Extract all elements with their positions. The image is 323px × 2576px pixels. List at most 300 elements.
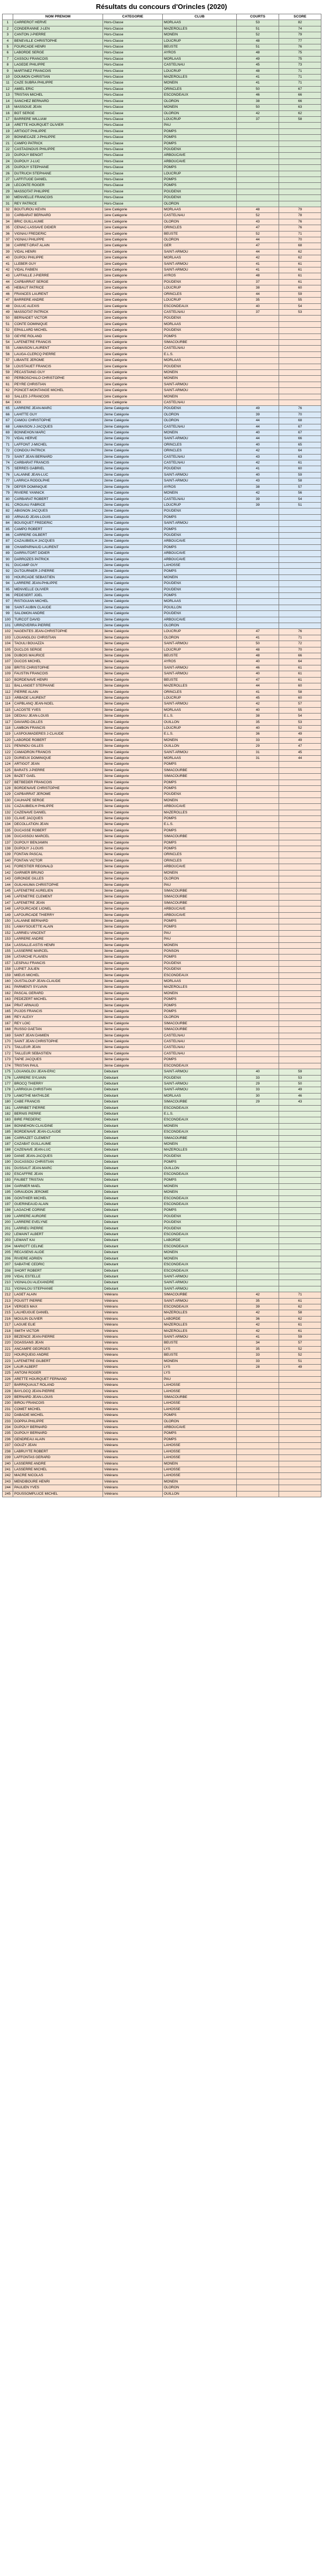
rank-cell: 71 bbox=[3, 442, 13, 448]
table-row bbox=[3, 1346, 321, 1352]
table-row bbox=[3, 569, 321, 574]
category-cell: 2ème Catégorie bbox=[103, 514, 163, 520]
category-cell: 1ère Catégorie bbox=[103, 400, 163, 406]
rank-cell: 100 bbox=[3, 617, 13, 623]
rank-cell: 54 bbox=[3, 339, 13, 345]
name-cell: CHAMPARNAUD LAURENT bbox=[13, 544, 103, 550]
rank-cell: 242 bbox=[3, 1473, 13, 1479]
rank-cell: 209 bbox=[3, 1274, 13, 1280]
score-cell: 75 bbox=[279, 56, 321, 62]
category-cell: Hors-Classe bbox=[103, 116, 163, 122]
name-cell: CARRERE GILBERT bbox=[13, 532, 103, 538]
club-cell: SAINT-ARMOU bbox=[163, 1087, 237, 1093]
score-cell bbox=[279, 189, 321, 194]
category-cell: Hors-Classe bbox=[103, 92, 163, 98]
table-row bbox=[3, 1208, 321, 1213]
category-cell: 3ème Catégorie bbox=[103, 834, 163, 840]
club-cell: POUDENX bbox=[163, 189, 237, 194]
score-cell: 54 bbox=[279, 714, 321, 719]
score-cell: 60 bbox=[279, 695, 321, 701]
rank-cell: 10 bbox=[3, 75, 13, 80]
category-cell: Hors-Classe bbox=[103, 86, 163, 92]
courts-cell bbox=[237, 1250, 279, 1256]
category-cell: Débutant bbox=[103, 1196, 163, 1201]
table-row bbox=[3, 599, 321, 605]
score-cell: 62 bbox=[279, 1316, 321, 1322]
name-cell: LAUGA-CLERCQ PIERRE bbox=[13, 351, 103, 357]
score-cell bbox=[279, 1202, 321, 1208]
score-cell bbox=[279, 195, 321, 201]
score-cell: 46 bbox=[279, 1093, 321, 1099]
category-cell: 2ème Catégorie bbox=[103, 557, 163, 562]
name-cell: VERGES MAX bbox=[13, 1304, 103, 1310]
rank-cell: 182 bbox=[3, 1111, 13, 1117]
name-cell: SAINT JEAN BERNARD bbox=[13, 454, 103, 460]
courts-cell: 33 bbox=[237, 1087, 279, 1093]
club-cell: BEUSTE bbox=[163, 1340, 237, 1346]
category-cell: Vétérans bbox=[103, 1310, 163, 1316]
category-cell: Vétérans bbox=[103, 1467, 163, 1472]
name-cell: PEDESERT JOEL bbox=[13, 593, 103, 599]
category-cell: Débutant bbox=[103, 1220, 163, 1226]
name-cell: BONNEHON MARC bbox=[13, 430, 103, 436]
score-cell: 58 bbox=[279, 116, 321, 122]
table-row bbox=[3, 1105, 321, 1111]
name-cell: LAMAISON LAURENT bbox=[13, 346, 103, 351]
club-cell: ESCONDEAUX bbox=[163, 1172, 237, 1178]
name-cell: LAMAYSOUETTE ALAIN bbox=[13, 924, 103, 930]
club-cell: MONEIN bbox=[163, 1479, 237, 1485]
club-cell: POUDENX bbox=[163, 508, 237, 514]
club-cell: OLORON bbox=[163, 1485, 237, 1491]
name-cell: ARTIGOT JEAN bbox=[13, 762, 103, 767]
courts-cell bbox=[237, 364, 279, 369]
name-cell: LAFENETRE AURELIEN bbox=[13, 888, 103, 894]
score-cell bbox=[279, 1250, 321, 1256]
club-cell: POUDENX bbox=[163, 532, 237, 538]
score-cell bbox=[279, 918, 321, 924]
score-cell bbox=[279, 798, 321, 803]
courts-cell bbox=[237, 346, 279, 351]
club-cell: CASTELNAU bbox=[163, 460, 237, 466]
table-row bbox=[3, 967, 321, 972]
score-cell: 58 bbox=[279, 689, 321, 695]
courts-cell: 33 bbox=[237, 1352, 279, 1358]
club-cell: ORINCLES bbox=[163, 291, 237, 297]
score-cell bbox=[279, 955, 321, 960]
score-cell: 57 bbox=[279, 701, 321, 707]
score-cell: 76 bbox=[279, 44, 321, 50]
rank-cell: 194 bbox=[3, 1183, 13, 1189]
category-cell: 3ème Catégorie bbox=[103, 762, 163, 767]
table-row bbox=[3, 1406, 321, 1412]
table-row bbox=[3, 725, 321, 731]
courts-cell bbox=[237, 1172, 279, 1178]
club-cell: POMPS bbox=[163, 1208, 237, 1213]
score-cell bbox=[279, 394, 321, 400]
courts-cell bbox=[237, 912, 279, 918]
club-cell: POMPS bbox=[163, 183, 237, 189]
club-cell: MAZEROLLES bbox=[163, 26, 237, 32]
rank-cell: 41 bbox=[3, 261, 13, 267]
score-cell bbox=[279, 1425, 321, 1431]
name-cell: LAMOTHE MATHILDE bbox=[13, 1093, 103, 1099]
score-cell bbox=[279, 346, 321, 351]
club-cell: SAINT-ARMOU bbox=[163, 249, 237, 255]
name-cell: POUSSOMPLUCE MICHEL bbox=[13, 1491, 103, 1497]
table-row bbox=[3, 1057, 321, 1063]
club-cell: MONEIN bbox=[163, 798, 237, 803]
table-row bbox=[3, 298, 321, 303]
table-row bbox=[3, 816, 321, 822]
category-cell: 1ère Catégorie bbox=[103, 285, 163, 291]
club-cell: POUDENX bbox=[163, 328, 237, 333]
score-cell: 79 bbox=[279, 207, 321, 213]
table-row bbox=[3, 767, 321, 773]
score-cell bbox=[279, 1196, 321, 1201]
score-cell: 71 bbox=[279, 68, 321, 74]
table-row bbox=[3, 75, 321, 80]
club-cell: SIMACOURBE bbox=[163, 900, 237, 906]
category-cell: 2ème Catégorie bbox=[103, 454, 163, 460]
club-cell: POUDENX bbox=[163, 960, 237, 966]
courts-cell bbox=[237, 183, 279, 189]
courts-cell: 39 bbox=[237, 496, 279, 502]
table-row bbox=[3, 1316, 321, 1322]
score-cell bbox=[279, 1244, 321, 1249]
club-cell: POMPS bbox=[163, 840, 237, 846]
rank-cell: 177 bbox=[3, 1081, 13, 1087]
table-row bbox=[3, 1443, 321, 1449]
club-cell: LYS bbox=[163, 1346, 237, 1352]
club-cell: LOUCRUP bbox=[163, 116, 237, 122]
name-cell: MASSOTAT PHILIPPE bbox=[13, 189, 103, 194]
score-cell bbox=[279, 1262, 321, 1268]
club-cell: MAZEROLLES bbox=[163, 1328, 237, 1334]
name-cell: MASSOUE JEAN bbox=[13, 105, 103, 110]
club-cell: MORLAAS bbox=[163, 56, 237, 62]
rank-cell: 154 bbox=[3, 942, 13, 948]
name-cell: CARREROT HERVE bbox=[13, 20, 103, 26]
score-cell bbox=[279, 376, 321, 382]
rank-cell: 99 bbox=[3, 611, 13, 617]
score-cell bbox=[279, 985, 321, 990]
rank-cell: 52 bbox=[3, 328, 13, 333]
courts-cell bbox=[237, 798, 279, 803]
club-cell: POUDENX bbox=[163, 1153, 237, 1159]
score-cell bbox=[279, 1135, 321, 1141]
name-cell: LOUSTAUET FRANCIS bbox=[13, 364, 103, 369]
courts-cell bbox=[237, 930, 279, 936]
club-cell: OLORON bbox=[163, 876, 237, 882]
courts-cell: 42 bbox=[237, 448, 279, 454]
category-cell: Débutant bbox=[103, 1141, 163, 1147]
category-cell: Vétérans bbox=[103, 1334, 163, 1340]
rank-cell: 3 bbox=[3, 32, 13, 38]
courts-cell bbox=[237, 937, 279, 942]
rank-cell: 21 bbox=[3, 141, 13, 146]
category-cell: 3ème Catégorie bbox=[103, 780, 163, 785]
name-cell: ANCAMPE GEORGES bbox=[13, 1346, 103, 1352]
table-row bbox=[3, 695, 321, 701]
table-row bbox=[3, 1383, 321, 1388]
courts-cell: 35 bbox=[237, 1298, 279, 1304]
courts-cell bbox=[237, 358, 279, 364]
courts-cell bbox=[237, 979, 279, 985]
table-row bbox=[3, 1178, 321, 1183]
rank-cell: 224 bbox=[3, 1365, 13, 1370]
name-cell: SERRES GABRIEL bbox=[13, 466, 103, 472]
table-row bbox=[3, 960, 321, 966]
name-cell: PEYRE CHRISTIAN bbox=[13, 382, 103, 387]
score-cell bbox=[279, 1401, 321, 1406]
category-cell: 2ème Catégorie bbox=[103, 412, 163, 418]
score-cell bbox=[279, 321, 321, 327]
name-cell: BIRE FREDERIC bbox=[13, 1117, 103, 1123]
table-row bbox=[3, 544, 321, 550]
courts-cell: 40 bbox=[237, 303, 279, 309]
name-cell: CAUHAPE SERGE bbox=[13, 798, 103, 803]
club-cell: MONEIN bbox=[163, 32, 237, 38]
table-row bbox=[3, 1334, 321, 1340]
club-cell: CASTELNAU bbox=[163, 424, 237, 430]
name-cell: BEZENCE JEAN-PIERRE bbox=[13, 1334, 103, 1340]
rank-cell: 221 bbox=[3, 1346, 13, 1352]
club-cell: ORINCLES bbox=[163, 448, 237, 454]
name-cell: GUILHAUMA CHRISTOPHE bbox=[13, 882, 103, 888]
table-row bbox=[3, 1202, 321, 1208]
courts-cell: 40 bbox=[237, 725, 279, 731]
courts-cell bbox=[237, 1202, 279, 1208]
category-cell: Hors-Classe bbox=[103, 153, 163, 159]
score-cell bbox=[279, 1431, 321, 1437]
category-cell: 2ème Catégorie bbox=[103, 436, 163, 442]
name-cell: LOUANGLOU CHRISTIAN bbox=[13, 635, 103, 641]
courts-cell bbox=[237, 141, 279, 146]
rank-cell: 210 bbox=[3, 1280, 13, 1286]
table-row bbox=[3, 587, 321, 592]
score-cell bbox=[279, 532, 321, 538]
table-row bbox=[3, 123, 321, 128]
table-row bbox=[3, 1425, 321, 1431]
club-cell: LAHOSSE bbox=[163, 1455, 237, 1461]
category-cell: 1ère Catégorie bbox=[103, 291, 163, 297]
table-row bbox=[3, 1370, 321, 1376]
category-cell: 3ème Catégorie bbox=[103, 942, 163, 948]
category-cell: Vétérans bbox=[103, 1479, 163, 1485]
name-cell: DUPOUY J-LOUIS bbox=[13, 846, 103, 852]
score-cell bbox=[279, 1190, 321, 1196]
rank-cell: 235 bbox=[3, 1431, 13, 1437]
name-cell: ARETTE HOURQUET FERNAND bbox=[13, 1376, 103, 1382]
rank-cell: 15 bbox=[3, 105, 13, 110]
table-row bbox=[3, 1292, 321, 1298]
score-cell: 51 bbox=[279, 502, 321, 508]
score-cell bbox=[279, 882, 321, 888]
name-cell: DUCASSE ROBERT bbox=[13, 828, 103, 833]
club-cell: POMPS bbox=[163, 997, 237, 1003]
score-cell bbox=[279, 1467, 321, 1472]
courts-cell bbox=[237, 1027, 279, 1033]
rank-cell: 158 bbox=[3, 967, 13, 972]
club-cell: ESCONDEAUX bbox=[163, 1244, 237, 1249]
table-row bbox=[3, 1009, 321, 1015]
rank-cell: 22 bbox=[3, 146, 13, 152]
table-row bbox=[3, 1051, 321, 1057]
rank-cell: 38 bbox=[3, 243, 13, 249]
header-category: CATEGORIE bbox=[103, 14, 163, 20]
courts-cell bbox=[237, 1425, 279, 1431]
rank-cell: 43 bbox=[3, 273, 13, 279]
rank-cell: 128 bbox=[3, 786, 13, 792]
rank-cell: 113 bbox=[3, 695, 13, 701]
table-row bbox=[3, 38, 321, 44]
category-cell: 1ère Catégorie bbox=[103, 382, 163, 387]
score-cell bbox=[279, 804, 321, 810]
club-cell: MONEIN bbox=[163, 990, 237, 996]
club-cell: SAINT-ARMOU bbox=[163, 1081, 237, 1087]
courts-cell bbox=[237, 508, 279, 514]
table-row bbox=[3, 1467, 321, 1472]
name-cell: BONNECAZE J-PHILIPPE bbox=[13, 135, 103, 141]
score-cell: 51 bbox=[279, 1358, 321, 1364]
name-cell: LOUANGLOU JEAN-ERIC bbox=[13, 1069, 103, 1075]
table-row bbox=[3, 1431, 321, 1437]
rank-cell: 81 bbox=[3, 502, 13, 508]
courts-cell bbox=[237, 906, 279, 912]
table-row bbox=[3, 388, 321, 394]
courts-cell: 38 bbox=[237, 285, 279, 291]
score-cell bbox=[279, 1395, 321, 1401]
name-cell: REY LOIC bbox=[13, 1021, 103, 1026]
rank-cell: 30 bbox=[3, 195, 13, 201]
club-cell: SAINT-ARMOU bbox=[163, 521, 237, 526]
name-cell: SALLES J-FRANCOIS bbox=[13, 394, 103, 400]
name-cell: GENDREAU ALAIN bbox=[13, 1437, 103, 1442]
category-cell: Hors-Classe bbox=[103, 135, 163, 141]
table-row bbox=[3, 1153, 321, 1159]
name-cell: BORDENAVE HENRI bbox=[13, 677, 103, 683]
score-cell bbox=[279, 333, 321, 339]
table-row bbox=[3, 930, 321, 936]
name-cell: SMITH VICTOR bbox=[13, 1328, 103, 1334]
category-cell: Débutant bbox=[103, 1111, 163, 1117]
score-cell: 60 bbox=[279, 683, 321, 689]
score-cell bbox=[279, 316, 321, 321]
club-cell: POUDENX bbox=[163, 195, 237, 201]
name-cell: LAGUIE ELIE bbox=[13, 1322, 103, 1328]
name-cell: DULUC ALEXIS bbox=[13, 303, 103, 309]
club-cell: AYROS bbox=[163, 50, 237, 56]
score-cell bbox=[279, 201, 321, 207]
score-cell bbox=[279, 786, 321, 792]
courts-cell: 31 bbox=[237, 749, 279, 755]
table-row bbox=[3, 1069, 321, 1075]
courts-cell bbox=[237, 767, 279, 773]
club-cell: MORLAAS bbox=[163, 255, 237, 261]
club-cell: SIMACOURBE bbox=[163, 774, 237, 780]
category-cell: Vétérans bbox=[103, 1425, 163, 1431]
category-cell: Hors-Classe bbox=[103, 75, 163, 80]
category-cell: 3ème Catégorie bbox=[103, 900, 163, 906]
name-cell: CANTON J-PIERRE bbox=[13, 32, 103, 38]
table-row bbox=[3, 755, 321, 761]
table-row bbox=[3, 460, 321, 466]
courts-cell: 44 bbox=[237, 291, 279, 297]
score-cell bbox=[279, 1226, 321, 1231]
category-cell: 2ème Catégorie bbox=[103, 521, 163, 526]
table-row bbox=[3, 882, 321, 888]
club-cell: SAINT-ARMOU bbox=[163, 388, 237, 394]
courts-cell bbox=[237, 1220, 279, 1226]
name-cell: BARRIQUAULT ROLAND bbox=[13, 1383, 103, 1388]
score-cell bbox=[279, 1461, 321, 1467]
table-row bbox=[3, 412, 321, 418]
rank-cell: 165 bbox=[3, 1009, 13, 1015]
club-cell: CASTELNAU bbox=[163, 1033, 237, 1039]
club-cell: MONEIN bbox=[163, 430, 237, 436]
courts-cell: 53 bbox=[237, 20, 279, 26]
table-row bbox=[3, 1033, 321, 1039]
table-row bbox=[3, 213, 321, 219]
category-cell: 3ème Catégorie bbox=[103, 924, 163, 930]
rank-cell: 226 bbox=[3, 1376, 13, 1382]
score-cell bbox=[279, 972, 321, 978]
courts-cell bbox=[237, 574, 279, 580]
name-cell: LARRERE EVELYNE bbox=[13, 1220, 103, 1226]
category-cell: Hors-Classe bbox=[103, 146, 163, 152]
category-cell: 2ème Catégorie bbox=[103, 605, 163, 610]
club-cell: LABORDE bbox=[163, 1238, 237, 1244]
rank-cell: 68 bbox=[3, 424, 13, 430]
score-cell: 47 bbox=[279, 744, 321, 749]
score-cell: 61 bbox=[279, 665, 321, 671]
club-cell: SIMACOURBE bbox=[163, 1292, 237, 1298]
courts-cell: 42 bbox=[237, 460, 279, 466]
category-cell: Hors-Classe bbox=[103, 128, 163, 134]
category-cell: 3ème Catégorie bbox=[103, 1003, 163, 1008]
rank-cell: 6 bbox=[3, 50, 13, 56]
score-cell bbox=[279, 900, 321, 906]
rank-cell: 87 bbox=[3, 539, 13, 544]
score-cell bbox=[279, 177, 321, 182]
name-cell: TAILLEUR JEAN bbox=[13, 1045, 103, 1051]
rank-cell: 67 bbox=[3, 418, 13, 424]
club-cell: PAU bbox=[163, 937, 237, 942]
table-row bbox=[3, 641, 321, 647]
courts-cell bbox=[237, 1449, 279, 1454]
club-cell: PAU bbox=[163, 123, 237, 128]
table-row bbox=[3, 454, 321, 460]
category-cell: 2ème Catégorie bbox=[103, 611, 163, 617]
name-cell: SAINT JEAN CHRISTOPHE bbox=[13, 1039, 103, 1045]
score-cell: 66 bbox=[279, 92, 321, 98]
courts-cell bbox=[237, 569, 279, 574]
name-cell: VIGNALOU ALEXANDRE bbox=[13, 1280, 103, 1286]
score-cell: 58 bbox=[279, 1310, 321, 1316]
club-cell: OUILLON bbox=[163, 744, 237, 749]
rank-cell: 193 bbox=[3, 1178, 13, 1183]
table-row bbox=[3, 683, 321, 689]
rank-cell: 48 bbox=[3, 303, 13, 309]
club-cell: POMPS bbox=[163, 135, 237, 141]
courts-cell: 33 bbox=[237, 737, 279, 743]
score-cell bbox=[279, 834, 321, 840]
table-row bbox=[3, 671, 321, 677]
club-cell: OLORON bbox=[163, 110, 237, 116]
club-cell: POUDENX bbox=[163, 316, 237, 321]
name-cell: DOUMON CHRISTIAN bbox=[13, 75, 103, 80]
